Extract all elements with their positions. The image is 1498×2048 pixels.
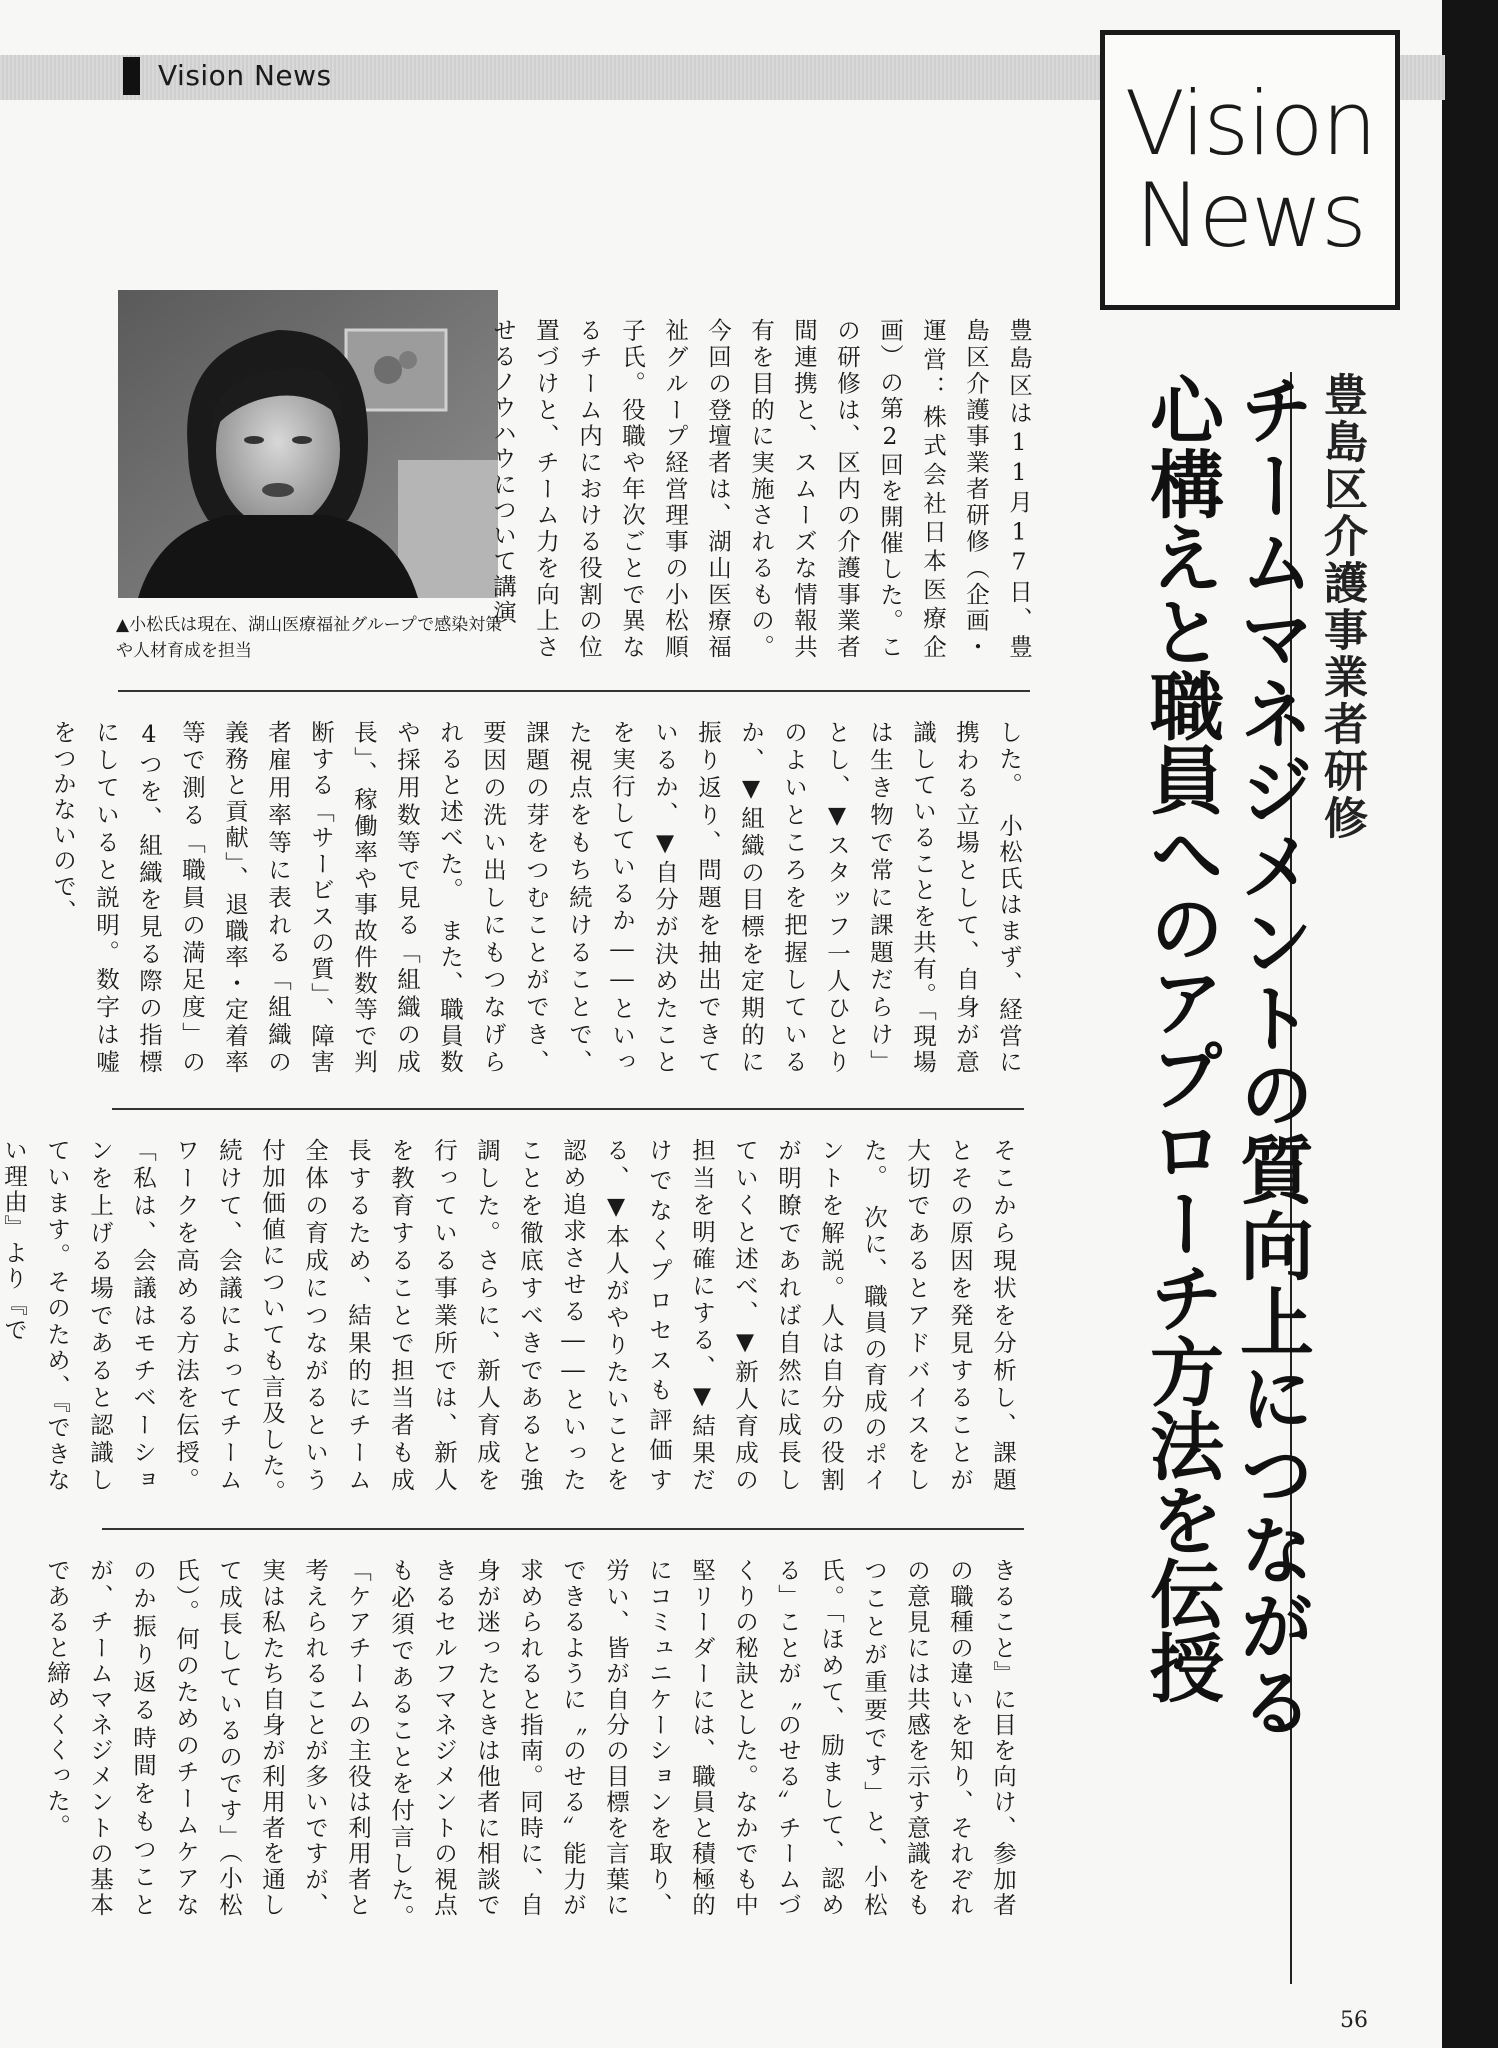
series-title: 豊島区介護事業者研修 (1316, 372, 1367, 842)
logo-line-2: News (1135, 164, 1365, 267)
article-body-part-1: 豊島区は11月17日、豊島区介護事業者研修（企画・運営：株式会社日本医療企画）の第2回を開催した。この研修は、区内の介護事業者間連携と、スムーズな情報共有を目的に実施されるもの。今回の登壇者は、湖山医療福祉グループ経営理事の小松順子氏。役職や年次ごとで異なるチーム内における役割の位置づけと、チーム力を向上させるノウハウについて講演 (489, 318, 1033, 660)
column-divider-2 (112, 1108, 1024, 1110)
article-headline (1136, 372, 1316, 1740)
headline-line-1: チームマネジメントの質向上につながる (1228, 372, 1314, 1740)
article-body-part-3: そこから現状を分析し、課題とその原因を発見することが大切であるとアドバイスをした。 次に、職員の育成のポイントを解説。人は自分の役割が明瞭であれば自然に成長していくと述べ、▼新人育成の担当を明確にする、▼結果だけでなくプロセスも評価する、▼本人がやりたいことを認め追求させる――といったことを徹底すべきであると強調した。さらに、新人育成を行っている事業所では、新人を教育することで担当者も成長するため、結果的にチーム全体の育成につながるという付加価値についても言及した。 続けて、会議によってチームワークを高める方法を伝授。「私は、会議はモチベーションを上げる場であると認識しています。そのため、『できない理由』より『で (0, 1138, 1017, 1519)
article-body-part-4: きること』に目を向け、参加者の職種の違いを知り、それぞれの意見には共感を示す意識をもつことが重要です」と、小松氏。「ほめて、励まして、認める」ことが〝のせる〟チームづくりの秘訣とした。なかでも中堅リーダーには、職員と積極的にコミュニケーションを取り、労い、皆が自分の目標を言葉にできるように〝のせる〟能力が求められると指南。同時に、自身が迷ったときは他者に相談できるセルフマネジメントの視点も必須であることを付言した。 「ケアチームの主役は利用者と考えられることが多いですが、実は私たち自身が利用者を通して成長しているのです」（小松氏）。何のためのチームケアなのか振り返る時間をもつことが、チームマネジメントの基本であると締めくくった。 (43, 1558, 1017, 1944)
page-edge-bar (1442, 0, 1498, 2048)
column-divider-1 (118, 690, 1030, 692)
header-marker (123, 57, 140, 95)
section-label: Vision News (158, 59, 332, 92)
vision-news-logo (1100, 30, 1400, 310)
column-divider-3 (102, 1528, 1024, 1530)
speaker-photo (118, 290, 498, 598)
headline-line-2: 心構えと職員へのアプローチ方法を伝授 (1138, 372, 1224, 1704)
logo-line-1: Vision (1124, 72, 1376, 175)
article-body-part-2: した。 小松氏はまず、経営に携わる立場として、自身が意識していることを共有。「現場は生き物で常に課題だらけ」とし、▼スタッフ一人ひとりのよいところを把握しているか、▼組織の目標を定期的に振り返り、問題を抽出できているか、▼自分が決めたことを実行しているか――といった視点をもち続けることで、課題の芽をつむことができ、要因の洗い出しにもつなげられると述べた。 また、職員数や採用数等で見る「組織の成長」、稼働率や事故件数等で判断する「サービスの質」、障害者雇用率等に表れる「組織の義務と貢献」、退職率・定着率等で測る「職員の満足度」の4つを、組織を見る際の指標にしていると説明。数字は嘘をつかないので、 (49, 720, 1023, 1075)
page-number: 56 (1340, 2008, 1368, 2033)
photo-caption: ▲小松氏は現在、湖山医療福祉グループで感染対策や人材育成を担当 (116, 615, 503, 661)
